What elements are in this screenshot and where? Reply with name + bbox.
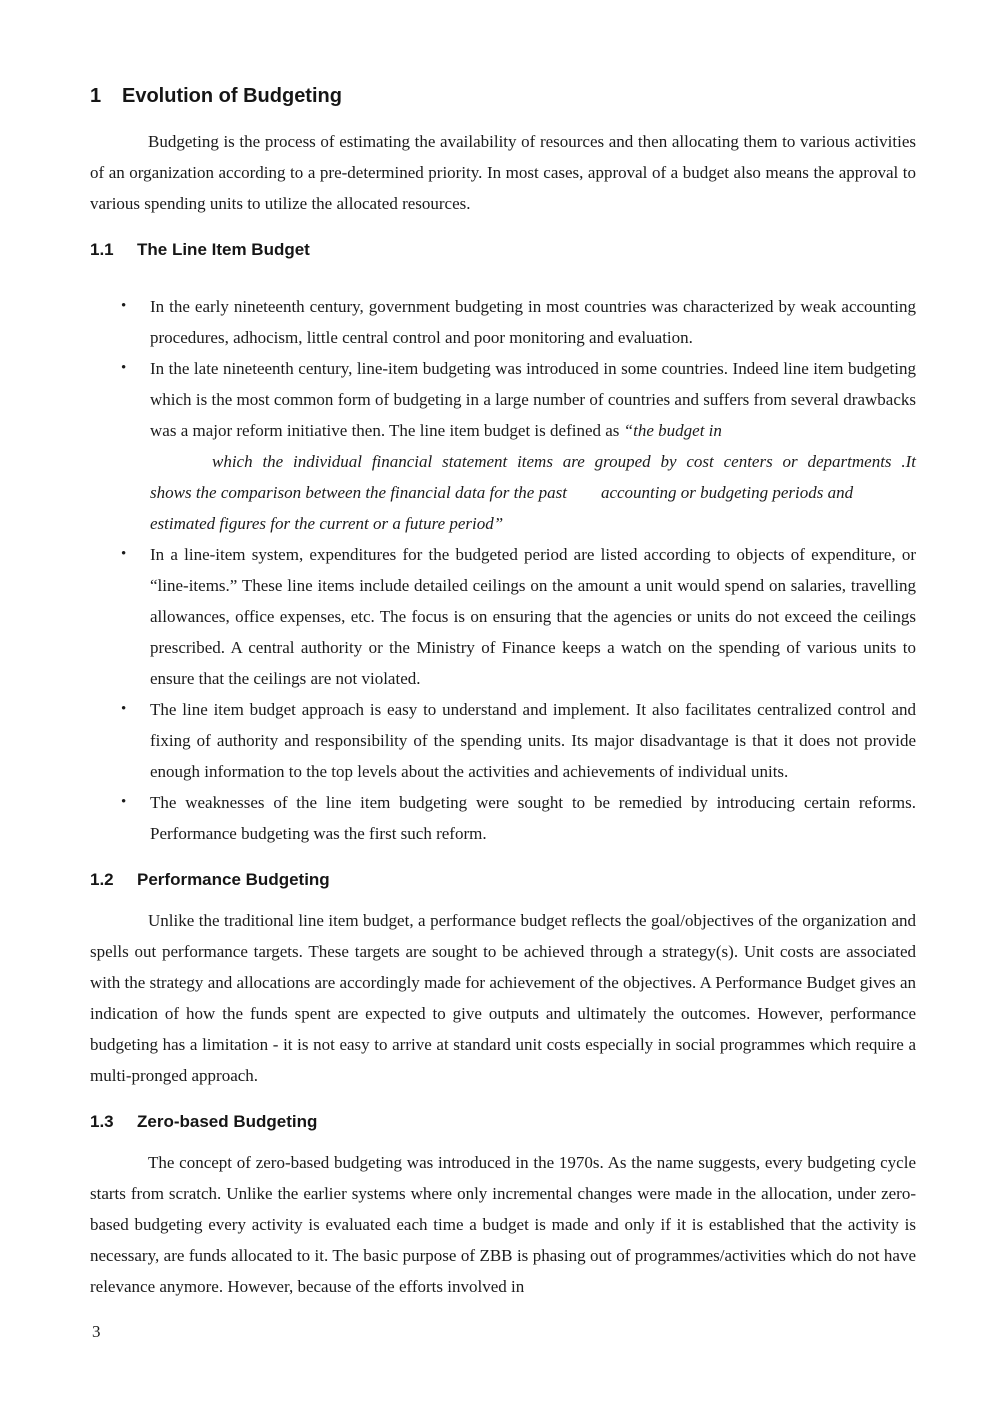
bullet-item: [90, 694, 916, 787]
bullet-item: [90, 539, 916, 694]
bullet-item: [90, 291, 916, 353]
bullet-text-normal: In the late nineteenth century, line-item budgeting was introduced in some countries. Indeed line item budgeting which is the most common form of budgeting in a large number of countries and suffers from several drawbacks was a major reform initiative then. The line item budget is defined as: [150, 359, 916, 440]
heading-number: 1.1: [90, 240, 114, 259]
bullet-text: [150, 353, 916, 446]
heading-performance-budgeting: [90, 869, 916, 891]
bullet-list: [90, 291, 916, 849]
heading-evolution-of-budgeting: [90, 84, 916, 108]
heading-title: Zero-based Budgeting: [137, 1112, 318, 1131]
bullet-icon: •: [121, 298, 127, 314]
page-number: 3: [92, 1322, 101, 1341]
heading-title: Performance Budgeting: [137, 870, 330, 889]
heading-number: 1.3: [90, 1112, 114, 1131]
zbb-paragraph: The concept of zero-based budgeting was introduced in the 1970s. As the name suggests, every budgeting cycle starts from scratch. Unlike the earlier systems where only incremental changes were made in the allocation, under zero-based budgeting every activity is evaluated each time a budget is made and only if it is established that the activity is necessary, are funds allocated to it. The basic purpose of ZBB is phasing out of programmes/activities which do not have relevance anymore. However, because of the efforts involved in: [90, 1153, 916, 1296]
quote-line: estimated figures for the current or a future period”: [150, 514, 504, 533]
page-content: [90, 84, 916, 1302]
performance-paragraph: Unlike the traditional line item budget, a performance budget reflects the goal/objectives of the organization and spells out performance targets. These targets are sought to be achieved through a strategy(s). Unit costs are associated with the strategy and allocations are accordingly made for achievement of the objectives. A Performance Budget gives an indication of how the funds spent are expected to give outputs and ultimately the outcomes. However, performance budgeting has a limitation - it is not easy to arrive at standard unit costs especially in social programmes which require a multi-pronged approach.: [90, 911, 916, 1085]
heading-title: Evolution of Budgeting: [122, 85, 342, 107]
heading-zero-based-budgeting: [90, 1111, 916, 1133]
heading-title: The Line Item Budget: [137, 240, 310, 259]
quote-line: which the individual financial statement items are grouped by cost centers or departments .It: [212, 452, 916, 471]
bullet-icon: •: [121, 546, 127, 562]
bullet-item: [90, 353, 916, 539]
intro-paragraph: Budgeting is the process of estimating the availability of resources and then allocating them to various activities of an organization according to a pre-determined priority. In most cases, approval of a budget also means the approval to various spending units to utilize the allocated resources.: [90, 132, 916, 213]
bullet-icon: •: [121, 701, 127, 717]
bullet-text: In a line-item system, expenditures for the budgeted period are listed according to objects of expenditure, or “line-items.” These line items include detailed ceilings on the amount a unit would spend on salaries, travelling allowances, office expenses, etc. The focus is on ensuring that the agencies or units do not exceed the ceilings prescribed. A central authority or the Ministry of Finance keeps a watch on the spending of various units to ensure that the ceilings are not violated.: [150, 545, 916, 688]
bullet-text: In the early nineteenth century, government budgeting in most countries was characterized by weak accounting procedures, adhocism, little central control and poor monitoring and evaluation.: [150, 297, 916, 347]
quote-start: “the budget in: [623, 421, 722, 440]
heading-number: 1: [90, 85, 102, 107]
bullet-text: The weaknesses of the line item budgeting were sought to be remedied by introducing certain reforms. Performance budgeting was the first such reform.: [150, 793, 916, 843]
quote-line: shows the comparison between the financial data for the past accounting or budgeting periods and: [150, 483, 854, 502]
bullet-text: The line item budget approach is easy to understand and implement. It also facilitates centralized control and fixing of authority and responsibility of the spending units. Its major disadvantage is that it does not provide enough information to the top levels about the activities and achievements of individual units.: [150, 700, 916, 781]
heading-line-item-budget: [90, 239, 916, 261]
bullet-item: [90, 787, 916, 849]
bullet-icon: •: [121, 794, 127, 810]
heading-number: 1.2: [90, 870, 114, 889]
bullet-icon: •: [121, 360, 127, 376]
